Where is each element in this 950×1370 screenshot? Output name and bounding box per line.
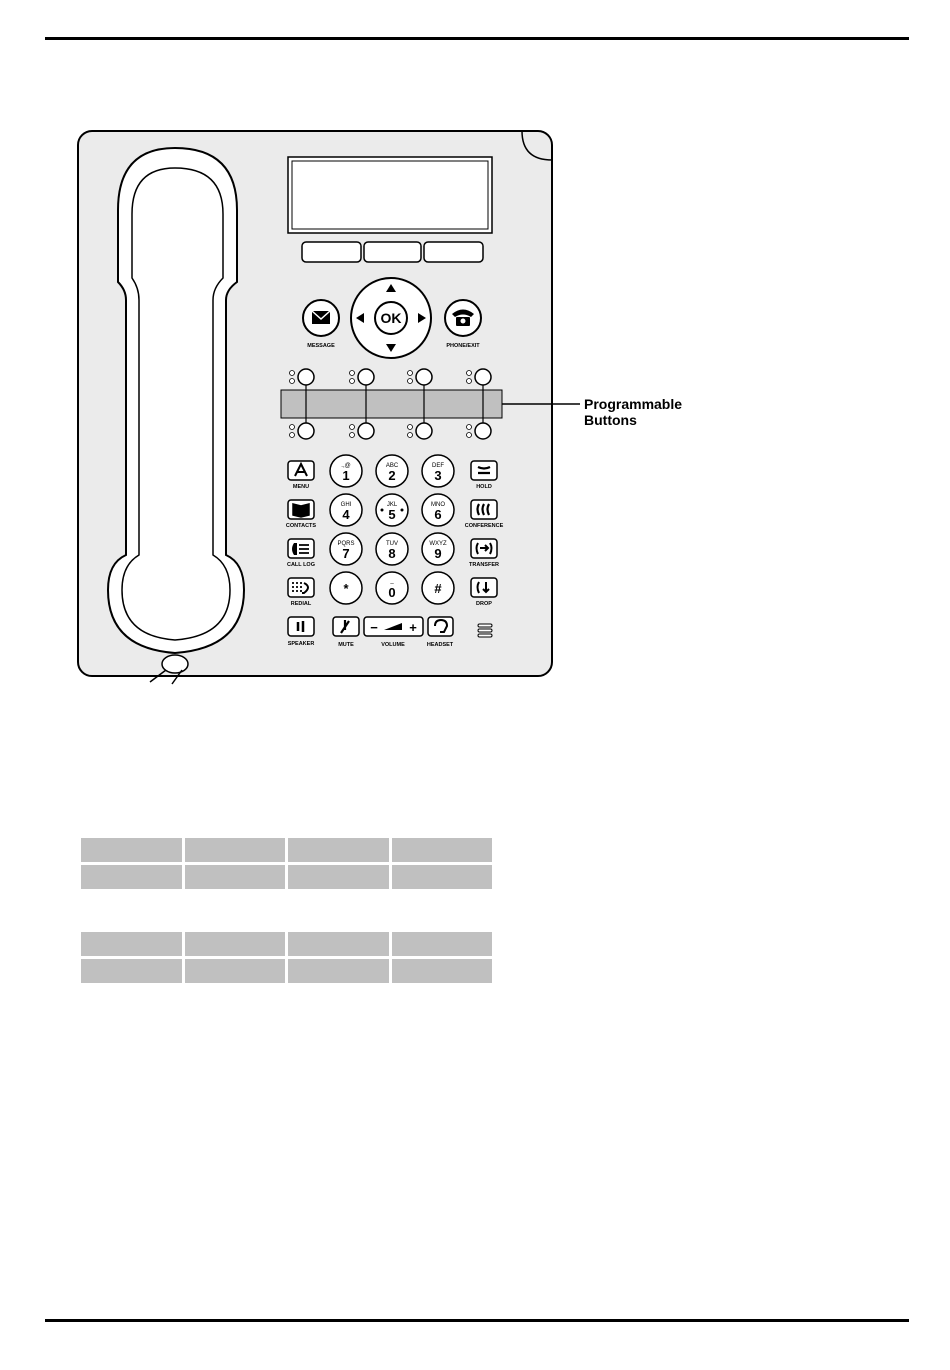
table-cell: [288, 838, 389, 862]
volume-label: VOLUME: [381, 642, 405, 648]
table-cell: [81, 959, 182, 983]
key-1-letters: .,@: [341, 463, 351, 469]
key-8-digit: 8: [388, 546, 396, 561]
button-label-strip: [281, 390, 502, 418]
transfer-label: TRANSFER: [469, 562, 499, 568]
key-7-digit: 7: [342, 546, 350, 561]
speaker-label: SPEAKER: [287, 641, 315, 647]
bottom-rule: [45, 1319, 909, 1322]
key-6[interactable]: [422, 494, 454, 526]
hold-button[interactable]: [471, 461, 497, 480]
table-cell: [392, 838, 493, 862]
table-cell: [392, 932, 493, 956]
button-grid-table-1: [78, 835, 495, 892]
key-4[interactable]: [330, 494, 362, 526]
key-3-digit: 3: [434, 468, 442, 483]
table-row: [81, 959, 492, 983]
handset: [108, 148, 244, 684]
hold-label: HOLD: [476, 484, 492, 490]
key-9-digit: 9: [434, 546, 442, 561]
speaker-button[interactable]: [288, 617, 314, 636]
display-screen: [288, 157, 492, 233]
table-cell: [392, 959, 493, 983]
key-0[interactable]: [376, 572, 408, 604]
table-cell: [81, 932, 182, 956]
table-cell: [288, 932, 389, 956]
softkey-2[interactable]: [364, 242, 421, 262]
softkey-3[interactable]: [424, 242, 483, 262]
envelope-icon: [312, 311, 330, 324]
callout-line-1: Programmable: [584, 396, 683, 412]
table-row: [81, 865, 492, 889]
softkey-1[interactable]: [302, 242, 361, 262]
contacts-icon: [293, 504, 309, 517]
table-row: [81, 932, 492, 956]
key-8-letters: TUV: [386, 541, 398, 547]
key-7[interactable]: [330, 533, 362, 565]
headset-label: HEADSET: [426, 642, 454, 648]
conference-button[interactable]: [471, 500, 497, 519]
key-0-letters: _: [390, 578, 394, 584]
table-cell: [185, 838, 286, 862]
drop-label: DROP: [476, 601, 492, 607]
key-8[interactable]: [376, 533, 408, 565]
conference-label: CONFERENCE: [464, 523, 504, 529]
key-5[interactable]: [376, 494, 408, 526]
key-star[interactable]: [330, 572, 362, 604]
contacts-label: CONTACTS: [285, 523, 317, 529]
key-star-symbol: *: [343, 581, 349, 596]
key-4-digit: 4: [342, 507, 350, 522]
key-4-letters: GHI: [340, 502, 352, 508]
key-6-digit: 6: [434, 507, 442, 522]
key-9[interactable]: [422, 533, 454, 565]
key-hash[interactable]: [422, 572, 454, 604]
key-3[interactable]: [422, 455, 454, 487]
key-1[interactable]: [330, 455, 362, 487]
key-1-digit: 1: [342, 468, 350, 483]
callout-line-2: Buttons: [584, 412, 637, 428]
speaker-grille: [478, 624, 492, 637]
menu-label: MENU: [292, 484, 310, 490]
key-2[interactable]: [376, 455, 408, 487]
table-row: [81, 838, 492, 862]
key-7-letters: PQRS: [337, 541, 355, 547]
key-5-letters: JKL: [386, 502, 398, 508]
key-2-letters: ABC: [385, 463, 399, 469]
programmable-buttons-callout: [584, 396, 682, 428]
key-9-letters: WXYZ: [429, 541, 447, 547]
key-hash-symbol: #: [434, 581, 442, 596]
table-cell: [288, 865, 389, 889]
table-cell: [81, 865, 182, 889]
mute-label: MUTE: [338, 642, 354, 648]
redial-label: REDIAL: [290, 601, 312, 607]
ok-label: OK: [380, 310, 402, 326]
table-cell: [185, 932, 286, 956]
call-log-icon: [292, 543, 309, 555]
phone-exit-label: PHONE/EXIT: [446, 343, 480, 349]
key-3-letters: DEF: [432, 463, 444, 469]
key-0-digit: 0: [388, 585, 396, 600]
table-cell: [392, 865, 493, 889]
button-grid-table-2: [78, 929, 495, 986]
table-cell: [81, 838, 182, 862]
drop-button[interactable]: [471, 578, 497, 597]
call-log-label: CALL LOG: [286, 562, 316, 568]
key-2-digit: 2: [388, 468, 396, 483]
table-cell: [185, 865, 286, 889]
message-label: MESSAGE: [307, 343, 335, 349]
volume-plus[interactable]: +: [409, 620, 417, 635]
table-cell: [288, 959, 389, 983]
volume-minus[interactable]: −: [370, 620, 378, 635]
table-cell: [185, 959, 286, 983]
key-6-letters: MNO: [431, 502, 445, 508]
key-5-digit: 5: [388, 507, 396, 522]
